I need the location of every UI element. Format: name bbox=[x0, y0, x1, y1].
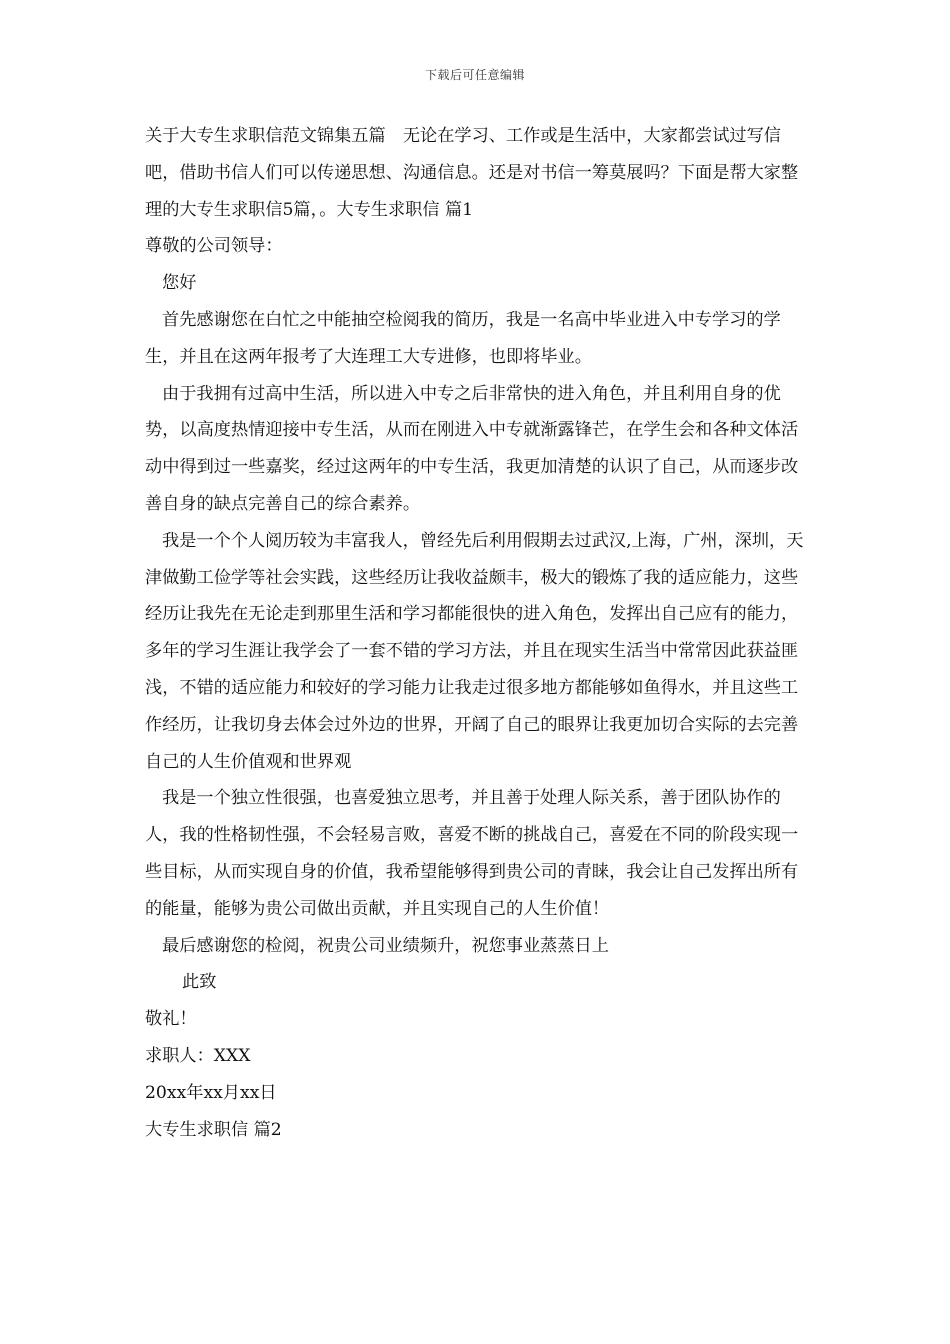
body-paragraph: 我是一个个人阅历较为丰富我人，曾经先后利用假期去过武汉,上海，广州，深圳，天津做勤工俭学等社会实践，这些经历让我收益颇丰，极大的锻炼了我的适应能力，这些经历让我先在无论走到那里生活和学习都能很快的进入角色，发挥出自己应有的能力，多年的学习生涯让我学会了一套不错的学习方法，并且在现实生活当中常常因此获益匪浅，不错的适应能力和较好的学习能力让我走过很多地方都能够如鱼得水，并且这些工作经历，让我切身去体会过外边的世界，开阔了自己的眼界让我更加切合实际的去完善自己的人生价值观和世界观 bbox=[145, 530, 804, 772]
document-body bbox=[145, 118, 815, 1148]
body-paragraph: 我是一个独立性很强，也喜爱独立思考，并且善于处理人际关系，善于团队协作的人，我的性格韧性强，不会轻易言败，喜爱不断的挑战自己，喜爱在不同的阶段实现一些目标，从而实现自身的价值，我希望能够得到贵公司的青睐，我会让自己发挥出所有的能量，能够为贵公司做出贡献，并且实现自己的人生价值！ bbox=[145, 788, 799, 919]
closing-line: 此致 bbox=[182, 972, 217, 993]
body-paragraph: 首先感谢您在白忙之中能抽空检阅我的简历，我是一名高中毕业进入中专学习的学生，并且在这两年报考了大连理工大专进修，也即将毕业。 bbox=[145, 309, 781, 367]
salutation: 尊敬的公司领导： bbox=[145, 236, 283, 257]
regards-line: 敬礼！ bbox=[145, 1009, 197, 1030]
header-note: 下载后可任意编辑 bbox=[424, 68, 525, 82]
signer-line: 求职人：XXX bbox=[145, 1045, 251, 1066]
date-line: 20xx年xx月xx日 bbox=[145, 1082, 277, 1103]
intro-paragraph: 关于大专生求职信范文锦集五篇 无论在学习、工作或是生活中，大家都尝试过写信吧，借助书信人们可以传递思想、沟通信息。还是对书信一筹莫展吗？下面是帮大家整理的大专生求职信5篇，。大专生求职信 篇1 bbox=[145, 126, 799, 220]
section-heading: 大专生求职信 篇2 bbox=[145, 1119, 282, 1140]
body-paragraph: 由于我拥有过高中生活，所以进入中专之后非常快的进入角色，并且利用自身的优势，以高度热情迎接中专生活，从而在刚进入中专就渐露锋芒，在学生会和各种文体活动中得到过一些嘉奖，经过这两年的中专生活，我更加清楚的认识了自己，从而逐步改善自身的缺点完善自己的综合素养。 bbox=[145, 383, 799, 514]
greeting: 您好 bbox=[162, 273, 197, 294]
body-paragraph: 最后感谢您的检阅，祝贵公司业绩频升，祝您事业蒸蒸日上 bbox=[162, 935, 609, 956]
